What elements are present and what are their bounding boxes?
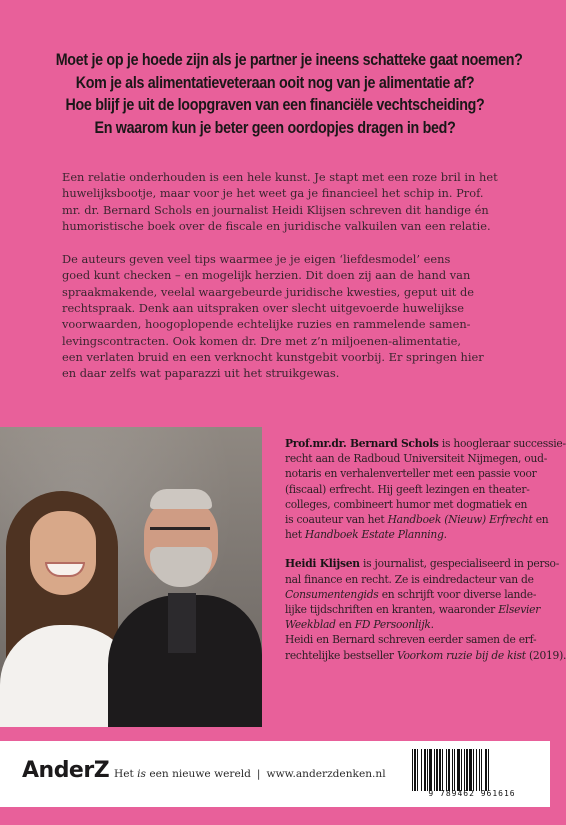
- bio-line: [285, 648, 566, 663]
- man-glasses: [150, 527, 210, 542]
- bio-line: recht aan de Radboud Universiteit Nijmegen, oud-: [285, 452, 548, 466]
- intro-line: Een relatie onderhouden is een hele kunst. Je stapt met een roze bril in het: [62, 170, 498, 184]
- man-hair: [150, 489, 212, 509]
- barcode-bar: [434, 749, 435, 791]
- book-title: Handboek (Nieuw) Erfrecht: [387, 513, 533, 527]
- publisher-tagline: [114, 768, 386, 780]
- book-title: Voorkom ruzie bij de kist: [396, 648, 526, 662]
- barcode-bar: [427, 749, 428, 791]
- question-2: Kom je als alimentatieveteraan ooit nog van je alimentatie af?: [75, 72, 475, 92]
- author-bios: [285, 436, 566, 663]
- authors-photo: [0, 427, 262, 727]
- bio-text: rechtelijke bestseller: [285, 648, 397, 662]
- intro-line: levingscontracten. Ook komen dr. Dre met z’n miljoenen-alimentatie,: [62, 333, 461, 348]
- bio-line: [285, 587, 537, 602]
- barcode-bar: [414, 749, 416, 791]
- barcode-bar: [429, 749, 432, 791]
- barcode-bar: [485, 749, 487, 791]
- barcode-bar: [448, 749, 450, 791]
- intro-line: rechtspraak. Denk aan uitspraken over slecht uitgevoerde huwelijkse: [62, 301, 465, 316]
- bio-text: .: [430, 618, 434, 632]
- intro-line: De auteurs geven veel tips waarmee je je eigen ‘liefdesmodel’ eens: [62, 252, 451, 267]
- intro-line: goed kunt checken – en mogelijk herzien. Dit doen zij aan de hand van: [62, 268, 471, 283]
- barcode-bar: [417, 749, 418, 791]
- barcode-bar: [466, 749, 468, 791]
- bio-line: [285, 527, 531, 542]
- woman-face: [30, 511, 96, 595]
- publisher-footer: [0, 741, 550, 807]
- isbn-number: 9 789462 961616: [428, 789, 516, 798]
- barcode-bar: [476, 749, 477, 791]
- bio-text: lijke tijdschriften en kranten, waaronder: [285, 603, 499, 617]
- bio-line: [285, 617, 531, 632]
- question-3: Hoe blijf je uit de loopgraven van een financiële vechtscheiding?: [65, 95, 485, 114]
- bio-text: en: [335, 618, 355, 632]
- bottom-strip: [0, 807, 550, 825]
- bio-text: en: [532, 513, 549, 527]
- bio-line: colleges, combineert humor met dogmatiek en: [285, 497, 528, 511]
- bio-heidi-klijsen: [285, 556, 566, 662]
- question-4: En waarom kun je beter geen oordopjes dragen in bed?: [94, 117, 456, 137]
- intro-line: spraakmakende, veelal waargebeurde juridische kwesties, geput uit de: [62, 284, 474, 299]
- bio-line: (fiscaal) erfrecht. Hij geeft lezingen en theater-: [285, 482, 530, 496]
- intro-line: voorwaarden, hoogoplopende echtelijke ruzies en rammelende samen-: [62, 317, 471, 332]
- barcode-bar: [452, 749, 453, 791]
- intro-line: een verlaten bruid en een verknocht kunstgebit voorbij. Er springen hier: [62, 349, 484, 364]
- publisher-website: www.anderzdenken.nl: [266, 768, 386, 780]
- barcode-bar: [436, 749, 438, 791]
- barcode-bar: [454, 749, 455, 791]
- bio-line: [285, 436, 566, 451]
- tagline-text: Het: [114, 768, 138, 780]
- author-name: Prof.mr.dr. Bernard Schols: [285, 437, 439, 450]
- barcode-bar: [412, 749, 413, 791]
- magazine-title: Weekblad: [285, 618, 336, 632]
- intro-paragraph-1: [62, 169, 502, 234]
- barcode-bar: [473, 749, 474, 791]
- bio-line: Heidi en Bernard schreven eerder samen de erf-: [285, 633, 537, 647]
- barcode-bar: [442, 749, 443, 791]
- barcode-bar: [479, 749, 480, 791]
- barcode-bar: [481, 749, 482, 791]
- barcode-bar: [439, 749, 441, 791]
- bio-text: .: [443, 528, 447, 542]
- intro-text: [62, 169, 502, 382]
- intro-line: en daar zelfs wat paparazzi uit het struikgewas.: [62, 366, 340, 381]
- barcode-bar: [421, 749, 422, 791]
- bio-line: nal finance en recht. Ze is eindredacteur van de: [285, 572, 534, 586]
- bio-bernard-schols: [285, 436, 566, 542]
- bio-text: is hoogleraar successie-: [438, 437, 566, 450]
- bio-text: en schrijft voor diverse lande-: [378, 587, 537, 601]
- barcode-bar: [457, 749, 460, 791]
- barcode-bar: [464, 749, 465, 791]
- author-name: Heidi Klijsen: [285, 557, 360, 571]
- magazine-title: Consumentengids: [285, 587, 379, 601]
- intro-paragraph-2: [62, 251, 502, 381]
- bio-line: [285, 602, 541, 617]
- man-shirt: [168, 593, 196, 653]
- bio-text: het: [285, 528, 305, 542]
- intro-line: humoristische boek over de fiscale en juridische valkuilen van een relatie.: [62, 218, 491, 233]
- magazine-title: Elsevier: [498, 603, 541, 617]
- tagline-separator: |: [256, 768, 261, 780]
- barcode-bar: [461, 749, 462, 791]
- tagline-emphasis: is: [137, 768, 146, 780]
- barcode-bar: [446, 749, 447, 791]
- bio-line: [285, 556, 560, 571]
- bio-text: (2019).: [525, 648, 566, 662]
- bio-text: is coauteur van het: [285, 513, 388, 527]
- tagline-text: een nieuwe wereld: [145, 768, 251, 780]
- teaser-questions: [20, 49, 530, 139]
- publisher-logo: AnderZ: [22, 758, 110, 783]
- magazine-title: FD Persoonlijk: [354, 618, 431, 632]
- bio-text: is journalist, gespecialiseerd in perso-: [359, 557, 560, 571]
- barcode-bar: [424, 749, 426, 791]
- bio-line: notaris en verhalenverteller met een passie voor: [285, 467, 537, 481]
- barcode-bar: [469, 749, 472, 791]
- book-title: Handboek Estate Planning: [304, 528, 444, 542]
- intro-line: huwelijksbootje, maar voor je het weet ga je financieel het schip in. Prof.: [62, 186, 484, 201]
- barcode-bar: [488, 749, 489, 791]
- question-1: Moet je op je hoede zijn als je partner je ineens schatteke gaat noemen?: [55, 50, 523, 69]
- intro-line: mr. dr. Bernard Schols en journalist Heidi Klijsen schreven dit handige én: [62, 202, 489, 217]
- bio-line: [285, 512, 549, 527]
